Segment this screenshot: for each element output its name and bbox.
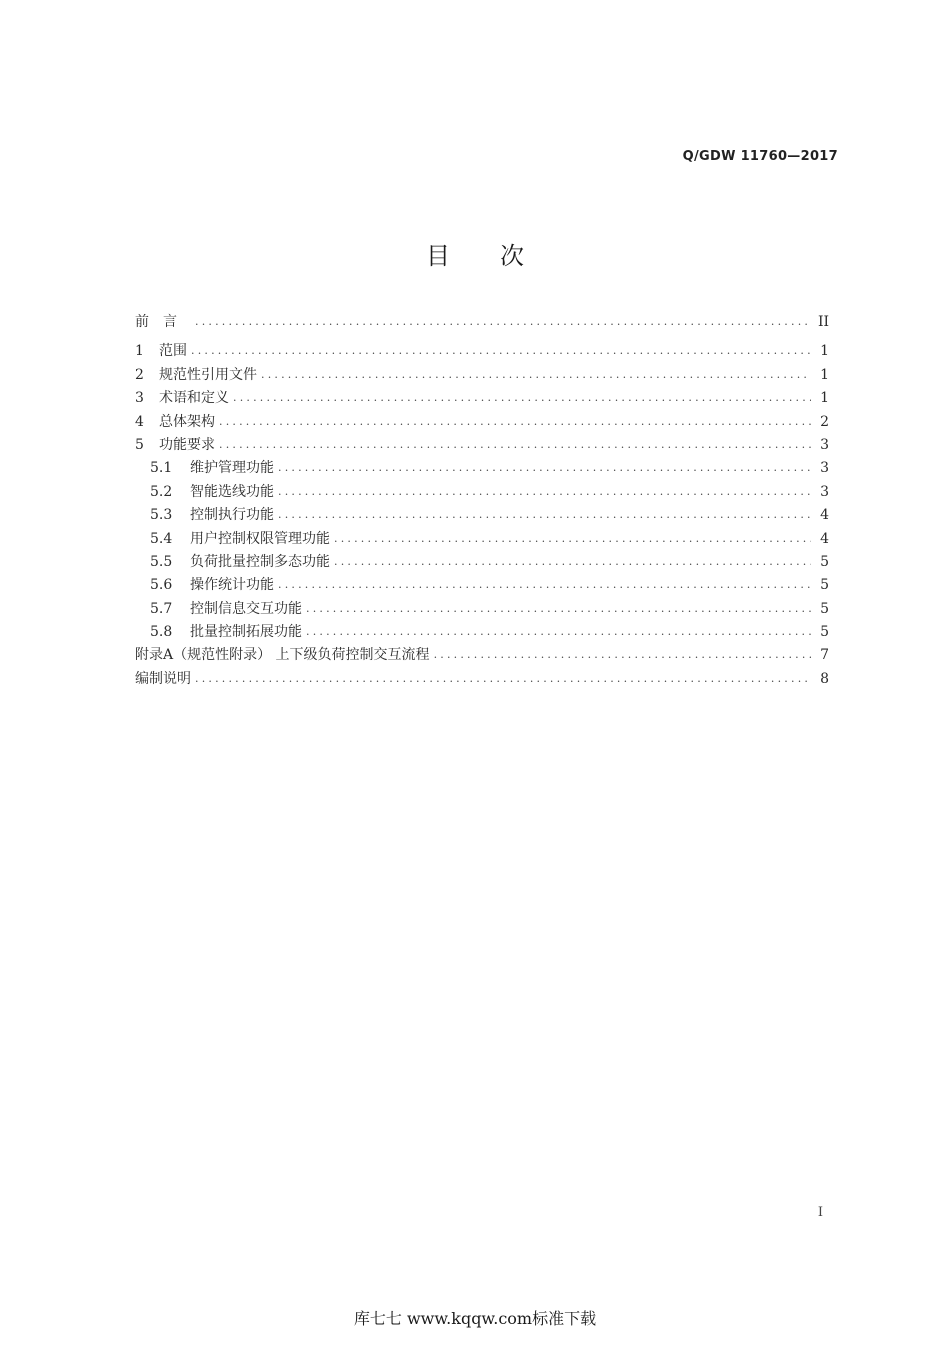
toc-entry-number: 5 (135, 436, 144, 453)
toc-entry-number: 4 (135, 413, 144, 430)
toc-leader-dots (434, 643, 811, 666)
toc-entry-page: 5 (820, 600, 829, 617)
toc-entry-label: 术语和定义 (159, 390, 229, 407)
toc-entry-label: 前言 (135, 314, 191, 330)
page-number: I (817, 1205, 823, 1220)
toc-entry-5-8[interactable] (135, 621, 829, 644)
toc-leader-dots (278, 480, 811, 503)
toc-entry-number: 5.3 (150, 507, 173, 524)
watermark-footer: 库七七 www.kqqw.com标准下载 (353, 1309, 597, 1328)
toc-leader-dots (278, 573, 811, 596)
toc-entry-5-6[interactable] (135, 574, 829, 597)
document-code: Q/GDW 11760—2017 (682, 149, 838, 164)
toc-leader-dots (306, 597, 811, 620)
toc-title: 目次 (426, 242, 574, 270)
toc-entry-3[interactable] (135, 387, 829, 410)
toc-entry-label: 范围 (159, 343, 187, 360)
toc-entry-number: 5.2 (150, 483, 173, 500)
toc-leader-dots (334, 527, 811, 550)
toc-leader-dots (278, 503, 811, 526)
toc-entry-number: 2 (135, 366, 144, 383)
toc-leader-dots (278, 456, 811, 479)
toc-entry-5-4[interactable] (135, 528, 829, 551)
toc-entry-explanation[interactable] (135, 668, 829, 691)
toc-entry-2[interactable] (135, 364, 829, 387)
toc-entry-label: 控制执行功能 (190, 507, 274, 524)
toc-entry-page: 5 (820, 624, 829, 641)
toc-leader-dots (261, 363, 811, 386)
toc-entry-page: 4 (820, 507, 829, 524)
toc-entry-label: 用户控制权限管理功能 (190, 530, 330, 547)
toc-entry-5[interactable] (135, 434, 829, 457)
toc-leader-dots (219, 410, 811, 433)
toc-entry-label: 操作统计功能 (190, 577, 274, 594)
toc-entry-number: 5.6 (150, 577, 173, 594)
toc-entry-page: 5 (820, 553, 829, 570)
toc-entry-5-5[interactable] (135, 551, 829, 574)
toc-leader-dots (195, 310, 811, 333)
toc-entry-5-2[interactable] (135, 481, 829, 504)
toc-entry-page: 3 (820, 436, 829, 453)
toc-entry-page: 4 (820, 530, 829, 547)
toc-leader-dots (191, 339, 811, 362)
toc-entry-label: 智能选线功能 (190, 483, 274, 500)
toc-entry-number: 5.7 (150, 600, 173, 617)
toc-entry-page: II (817, 314, 829, 330)
toc-entry-label: 维护管理功能 (190, 460, 274, 477)
toc-entry-foreword[interactable] (135, 311, 829, 334)
toc-entry-label: 附录A（规范性附录） 上下级负荷控制交互流程 (135, 647, 430, 664)
toc-entry-5-7[interactable] (135, 598, 829, 621)
toc-entry-page: 1 (820, 390, 829, 407)
toc-entry-label: 控制信息交互功能 (190, 600, 302, 617)
toc-entry-page: 2 (820, 413, 829, 430)
toc-entry-4[interactable] (135, 411, 829, 434)
toc-entry-label: 批量控制拓展功能 (190, 624, 302, 641)
toc-leader-dots (195, 667, 811, 690)
toc-entry-5-3[interactable] (135, 504, 829, 527)
toc-entry-number: 5.5 (150, 553, 173, 570)
toc-leader-dots (306, 620, 811, 643)
toc-leader-dots (233, 386, 811, 409)
toc-entry-page: 1 (820, 366, 829, 383)
toc-entry-number: 5.8 (150, 624, 173, 641)
toc-leader-dots (219, 433, 811, 456)
toc-entry-page: 3 (820, 460, 829, 477)
toc-entry-label: 编制说明 (135, 670, 191, 687)
toc-entry-1[interactable] (135, 340, 829, 363)
toc-entry-page: 8 (820, 670, 829, 687)
toc-entry-label: 规范性引用文件 (159, 366, 257, 383)
toc-entry-page: 7 (820, 647, 829, 664)
toc-entry-label: 负荷批量控制多态功能 (190, 553, 330, 570)
toc-entry-number: 3 (135, 390, 144, 407)
toc-entry-number: 5.1 (150, 460, 173, 477)
toc-entry-appendix-a[interactable] (135, 644, 829, 667)
table-of-contents (135, 311, 829, 691)
toc-entry-number: 5.4 (150, 530, 173, 547)
toc-entry-page: 1 (820, 343, 829, 360)
toc-entry-label: 总体架构 (159, 413, 215, 430)
toc-entry-label: 功能要求 (159, 436, 215, 453)
toc-entry-5-1[interactable] (135, 457, 829, 480)
toc-entry-number: 1 (135, 343, 144, 360)
toc-entry-page: 3 (820, 483, 829, 500)
toc-entry-page: 5 (820, 577, 829, 594)
toc-leader-dots (334, 550, 811, 573)
